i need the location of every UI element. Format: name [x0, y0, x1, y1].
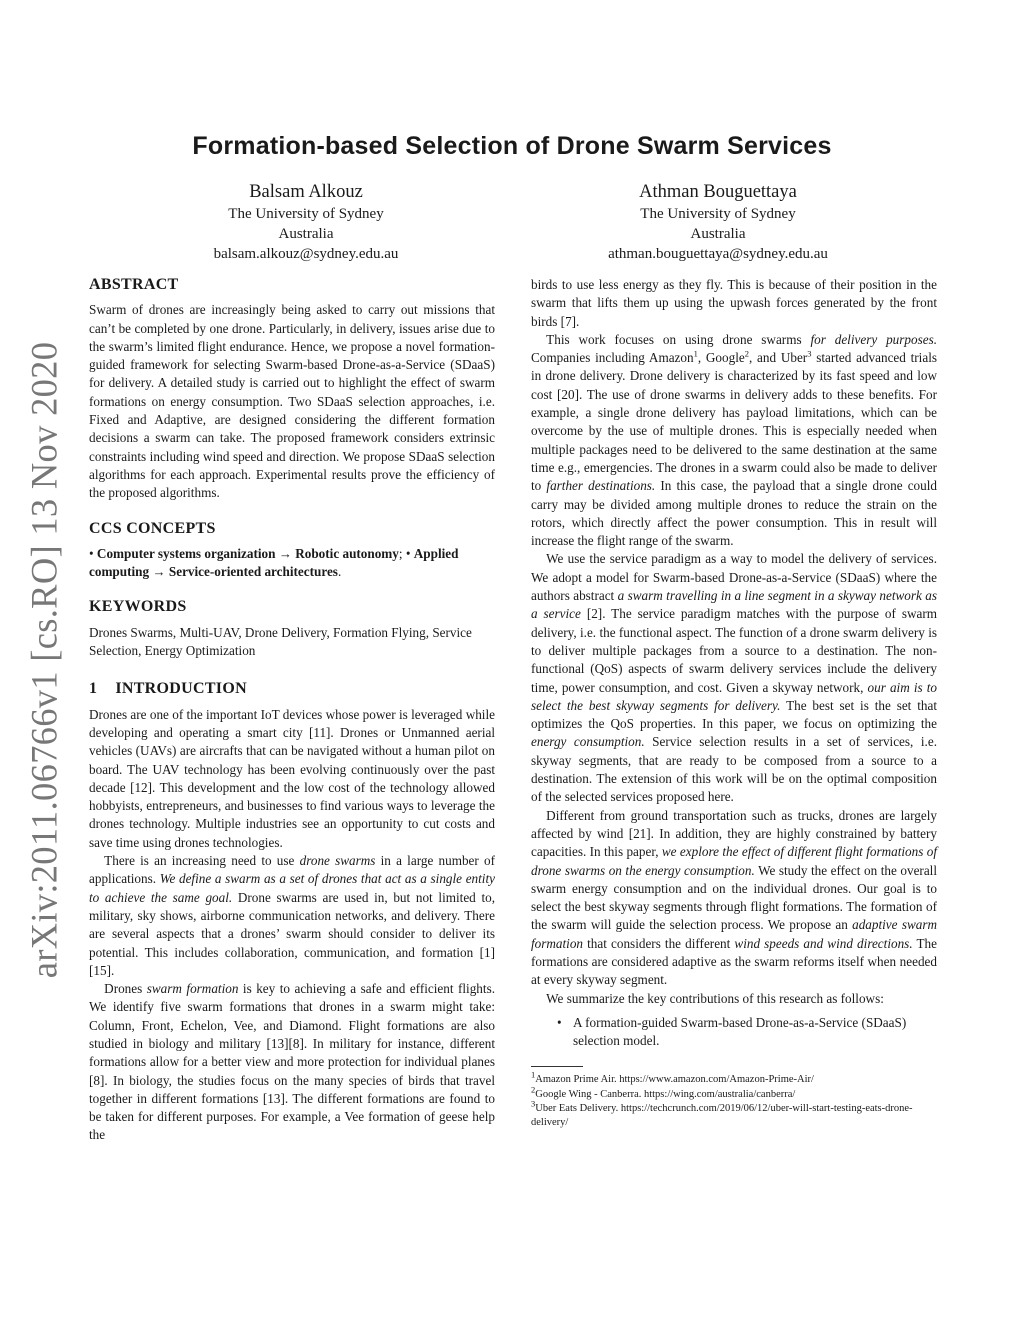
keywords-heading: KEYWORDS: [89, 598, 187, 616]
ccs-term: Robotic autonomy: [295, 545, 399, 561]
list-item: • A formation-guided Swarm-based Drone-as-a-Service (SDaaS) selection model.: [573, 1014, 937, 1051]
arxiv-stamp-text: arXiv:2011.06766v1 [cs.RO] 13 Nov 2020: [23, 341, 65, 979]
author-name: Athman Bouguettaya: [639, 182, 797, 202]
footnote-mark: 2: [744, 348, 749, 359]
footnote: $^2$Google Wing - Canberra. https://wing.com/australia/canberra/: [531, 1084, 796, 1100]
abstract-text: Swarm of drones are increasingly being asked to carry out missions that can’t be completed by one drone. Particularly, in delivery, issues arise due to the swarm’s limited flight endurance. Hence, we propose a novel formation-guided framework for selecting Swarm-based Drone-as-a-Service (SDaaS) for delivery. A detailed study is carried out to highlight the effect of swarm formations on energy consumption. Two SDaaS selection approaches, i.e. Fixed and Adaptive, are designed considering the different formation decisions a swarm can take. The proposed framework considers extrinsic constraints including wind speed and direction. We propose SDaaS selection algorithms for each approach. Experimental results prove the efficiency of the proposed algorithms.: [89, 302, 495, 501]
ccs-term: Computer systems organization: [96, 545, 276, 561]
intro-paragraph-5: This work focuses on using drone swarms for delivery purposes. Companies including Amazon$^1$, Google$^2$, and Uber$^3$ started advanced trials in drone delivery. Drone delivery is characterized by its fast speed and low cost [20]. The use of drone swarms in delivery adds to these benefits. For example, a single drone delivery has payload limitations, which can be overcome by the use of multiple drones. This is especially needed when multiple packages need to be delivered to the same destination at the same time e.g., emergencies. The drones in a swarm could also be made to deliver to farther destinations. In this case, the payload that a single drone could carry may be divided among multiple drones to reduce the strain on the rotors, which directly affect the power consumption. This in result will increase the flight range of the swarm.: [531, 331, 938, 549]
ccs-term: Applied computing: [89, 545, 459, 580]
author-email: balsam.alkouz@sydney.edu.au: [213, 246, 399, 262]
section-title: INTRODUCTION: [115, 680, 247, 698]
arrow-icon: →: [152, 564, 166, 580]
right-column: [531, 276, 937, 1130]
footnote: $^1$Amazon Prime Air. https://www.amazon.com/Amazon-Prime-Air/: [531, 1069, 814, 1086]
ccs-bullet: •: [405, 545, 411, 561]
ccs-term: Service-oriented architectures: [168, 564, 338, 580]
intro-paragraph-3: Drones swarm formation is key to achieving a safe and efficient flights. We identify five swarm formations that drones in a swarm might take: Column, Front, Echelon, Vee, and Diamond. Flight formations are also studied in biology and military [13][8]. In military for instance, different formations allow for a better view and more protection for individual planes [8]. In biology, the studies focus on the many species of birds that travel together in different formations [13]. The different formations are found to be taken for different purposes. For example, a Vee formation of geese help the: [89, 981, 495, 1143]
contributions-list: [531, 1014, 937, 1051]
author-email: athman.bouguettaya@sydney.edu.au: [608, 246, 828, 262]
footnotes: [531, 1069, 937, 1129]
intro-heading: [89, 680, 495, 698]
intro-paragraph-6: We use the service paradigm as a way to model the delivery of services. We adopt a model for Swarm-based Drone-as-a-Service (SDaaS) where the authors abstract a swarm travelling in a line segment in a skyway network as a service [2]. The service paradigm matches with the purpose of swarm delivery, i.e. the functional aspect. The function of a drone swarm delivery is to deliver multiple packages from a source to a destination. The non-functional (QoS) aspects of swarm delivery services include the delivery time, power consumption, and cost. Given a skyway network, our aim is to select the best skyway segments for delivery. The best set is the set that optimizes the QoS properties. In this paper, we focus on optimizing the energy consumption. Service selection results in a set of services, i.e. skyway segments, that are ready to be composed from a source to a destination. The extension of this work will be on the optimal composition of the selected services proposed here.: [531, 551, 938, 805]
ccs-end: .: [337, 564, 342, 580]
section-number: 1: [89, 680, 98, 698]
author-affiliation: The University of Sydney: [228, 206, 384, 222]
ccs-separator: ;: [398, 545, 403, 561]
author-block-2: [508, 181, 928, 264]
ccs-bullet: •: [89, 545, 94, 561]
author-name: Balsam Alkouz: [249, 182, 363, 202]
footnote-mark: 1: [693, 348, 698, 359]
footnote: $^3$Uber Eats Delivery. https://techcrunch.com/2019/06/12/uber-will-start-testing-eats-drone-delivery/: [531, 1098, 913, 1128]
footnote-rule: [531, 1066, 583, 1067]
ccs-heading: CCS CONCEPTS: [89, 519, 216, 537]
arrow-icon: →: [278, 545, 292, 561]
intro-paragraph-7: Different from ground transportation such as trucks, drones are largely affected by wind [21]. In addition, they are highly constrained by battery capacities. In this paper, we explore the effect of different flight formations of drone swarms on the energy consumption. We study the effect on the overall swarm energy consumption and on the individual drones. Our goal is to select the best skyway segments through flight formations. The formation of the swarm will guide the selection process. We propose an adaptive swarm formation that considers the different wind speeds and wind directions. The formations are considered adaptive as the swarm reforms itself when needed at every skyway segment.: [531, 807, 937, 988]
footnote-mark: 3: [807, 348, 812, 359]
arxiv-stamp: [18, 340, 70, 980]
author-block-1: [96, 181, 516, 264]
intro-paragraph-1: Drones are one of the important IoT devices whose power is leveraged while developing and operating a smart city [11]. Drones or Unmanned aerial vehicles (UAVs) are aircrafts that can be navigated without a human pilot on board. The UAV technology has been evolving continuously over the past decade [12]. This development and the low cost of the technology allowed hobbyists, entrepreneurs, and businesses to find various ways to leverage the drones technology. Multiple industries see an opportunity to cut costs and save time using drones technologies.: [89, 706, 495, 850]
paper-title: Formation-based Selection of Drone Swarm Services: [192, 132, 832, 160]
intro-paragraph-8: We summarize the key contributions of this research as follows:: [546, 990, 884, 1006]
ccs-concepts: [89, 545, 495, 582]
left-column: [89, 276, 495, 1145]
author-country: Australia: [690, 226, 746, 242]
author-country: Australia: [278, 226, 334, 242]
author-affiliation: The University of Sydney: [640, 206, 796, 222]
keywords-text: Drones Swarms, Multi-UAV, Drone Delivery, Formation Flying, Service Selection, Energy Optimization: [89, 624, 472, 659]
abstract-heading: ABSTRACT: [89, 276, 179, 293]
intro-paragraph-4: birds to use less energy as they fly. This is because of their position in the swarm that lifts them up using the upwash forces generated by the front birds [7].: [531, 277, 937, 329]
intro-paragraph-2: There is an increasing need to use drone swarms in a large number of applications. We define a swarm as a set of drones that act as a single entity to achieve the same goal. Drone swarms are used in, but not limited to, military, sky shows, airborne communication networks, and delivery. There are several aspects that a drones’ swarm should consider to deliver its potential. This includes collaboration, communication, and formation [1][15].: [89, 853, 496, 978]
